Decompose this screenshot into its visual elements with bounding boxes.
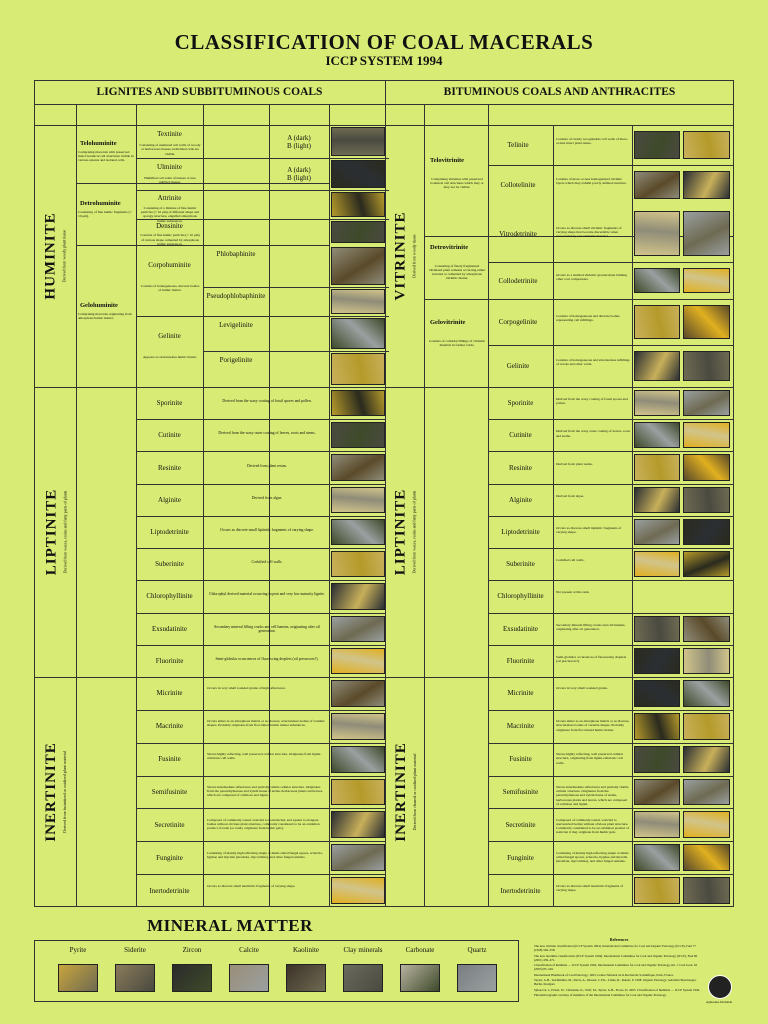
liptinite-photomicrograph [634,454,680,480]
liptinite-photomicrograph [331,454,385,480]
maceral-name: Chlorophyllinite [146,592,193,601]
liptinite-photomicrograph [331,648,385,674]
maceral-name: Attrinite [157,193,182,202]
maceral-description: Consists of homogeneous and discrete bodies representing cell infillings. [556,314,620,323]
maceral-description: Shows intermediate reflectance and partially visible cellular structure. Originates from the parenchymatous and xylem tissue of stems, herbaceous plants and leaves, which are composed of cellulose and lignin. [207,785,323,798]
group-label [43,742,67,842]
mineral-photomicrograph [115,964,155,992]
references [534,938,704,999]
subgroup-name: Gelohuminite [80,302,118,309]
maceral-name: Sporinite [507,399,534,408]
maceral-name: Corpohuminite [148,260,191,269]
maceral-description: Consists of more-or-less homogenized vitrinite layers which may exhibit poorly defined structure. [556,177,627,186]
inertinite-photomicrograph [683,779,730,806]
left-group-huminite [34,125,76,387]
reference-line: International Handbook of Coal Petrology, 1963, Centre National de la Recherche Scientifique, Paris, France. [534,972,674,977]
vitrinite-photomicrograph [683,211,730,256]
maceral-name: Cutinite [509,431,532,440]
maceral-description: Shows intermediate reflectance and partially visible cellular structure. Originates from the parenchymatous and xylem tissue of stems, herbaceous plants and leaves, which are composed of cellulose and lignin. [556,785,629,806]
group-label [43,489,67,576]
maceral-name: Suberinite [155,560,184,569]
huminite-photomicrograph [331,192,385,217]
maceral-description: Semi-globular occurrences of fluorescing droplets (oil precursors?). [556,654,627,664]
maceral-description: Occurs in very small rounded grains. [556,686,608,691]
inertinite-photomicrograph [683,877,730,904]
liptinite-photomicrograph [634,648,680,674]
group-name: HUMINITE [43,212,59,300]
inertinite-photomicrograph [331,811,385,838]
liptinite-photomicrograph [331,487,385,513]
maceral-variety: A (dark) B (light) [287,133,311,150]
maceral-name: Gelinite [158,331,181,340]
mineral-photomicrograph [58,964,98,992]
maceral-description: Derived from algae. [556,493,585,498]
maceral-name: Cutinite [158,431,181,440]
maceral-name: Ulminite [157,162,182,171]
inertinite-photomicrograph [331,746,385,773]
subgroup-name: Telovitrinite [430,156,465,164]
maceral-name: Densinite [156,222,183,231]
maceral-name: Textinite [157,130,182,139]
liptinite-photomicrograph [331,390,385,416]
references-list [534,944,704,997]
maceral-name: Semifusinite [502,787,539,796]
maceral-type: Porigelinite [219,356,253,364]
liptinite-photomicrograph [634,422,680,448]
mineral-matter-title: MINERAL MATTER [147,916,313,935]
group-name: INERTINITE [43,742,60,842]
subgroup-name: Detrovitrinite [430,243,469,251]
huminite-photomicrograph [331,247,385,285]
liptinite-photomicrograph [683,422,730,448]
maceral-name: Micrinite [507,689,534,698]
maceral-name: Fusinite [158,755,181,764]
group-description: Derived from fusinitized or oxidized plant material [62,751,68,833]
maceral-description: Consists of clearly recognizable cell walls of more-or-less intact plant tissue. [556,137,629,146]
maceral-name: Suberinite [506,560,535,569]
column-rule [329,104,330,907]
mineral-matter-box [34,940,519,1002]
inertinite-photomicrograph [331,779,385,806]
liptinite-photomicrograph [683,648,730,674]
maceral-name: Sporinite [156,399,183,408]
logo-caption: Agnieszka Drobniak [705,1000,733,1004]
huminite-photomicrograph [331,127,385,156]
maceral-name: Vitrodetrinite [499,229,537,238]
maceral-description: Occurs as discrete small inertinitic fragments of varying shape. [207,883,296,888]
maceral-name: Secretinite [505,820,536,829]
mineral-label: Clay minerals [343,946,383,954]
inertinite-photomicrograph [331,877,385,904]
huminite-photomicrograph [331,160,385,188]
subgroup-description: Comprising macerals with preserved intact botanical cell structures visible in various extents and isolated cells. [78,150,134,162]
vitrinite-photomicrograph [634,351,680,381]
maceral-name: Funginite [156,853,183,862]
maceral-description: Derived from algae. [251,495,283,500]
reference-line: Sýkorová, I., Pickel, W., Christanis, K., Wolf, M., Taylor, G.H., Flores, D. 2005. Classification of huminite — ICCP System 1994. [534,987,701,992]
group-name: LIPTINITE [43,488,59,576]
subgroup-description: Consisting of fine humic fragments (< 10 μm). [78,210,132,218]
maceral-name: Corpogelinite [498,318,538,326]
maceral-description: Derived from plant resins. [556,461,593,466]
maceral-variety: A (dark) B (light) [287,166,311,182]
inertinite-photomicrograph [683,844,730,871]
huminite-photomicrograph [331,353,385,385]
group-description: Derived from waxes, resins and fatty parts of plants [62,490,67,574]
mineral-label: Siderite [124,946,146,954]
liptinite-photomicrograph [331,422,385,448]
right-group-vitrinite [385,125,424,387]
inertinite-photomicrograph [634,746,680,773]
group-name: VITRINITE [392,211,409,301]
huminite-photomicrograph [331,221,385,243]
group-name: LIPTINITE [392,488,409,576]
mineral-photomicrograph [229,964,269,992]
maceral-description: Secondary mineral filling cracks and cell lumens, originating after oil generation. [214,624,320,633]
page-subtitle: ICCP SYSTEM 1994 [325,53,443,68]
liptinite-photomicrograph [683,616,730,642]
inertinite-photomicrograph [634,811,680,838]
maceral-description: Consisting of unaltered cell walls of woody or herbaceous tissues, individual cells are visible. [139,143,201,156]
left-group-inertinite [34,677,76,907]
header-rule [34,104,734,105]
maceral-description: Occurs as discrete small inertinitic fragments of varying shape. [556,883,624,892]
vitrinite-photomicrograph [634,305,680,339]
mineral-label: Calcite [239,946,259,954]
maceral-description: Consisting of a mixture of fine humic particles (< 10 μm) of different shape and spongy structure, engulfed amorphous humic substances. [140,205,200,223]
maceral-description: Derived from plant resins. [247,463,287,468]
maceral-type: Pseudophlobaphinite [206,292,266,300]
maceral-description: Semi-globular occurrences of fluorescing droplets (oil precursors?). [215,656,319,661]
maceral-description: Corkified cell walls. [251,560,283,565]
ammonite-logo-icon [708,975,732,999]
maceral-description: Consisting of mainly high reflecting single or multi-celled fungal spores, sclerotia, hyphae and mycelia (stromata, mycorrhiza), and other fungal remains. [556,850,630,864]
liptinite-photomicrograph [634,616,680,642]
mineral-photomicrograph [400,964,440,992]
right-section-header: BITUMINOUS COALS AND ANTHRACITES [385,80,734,105]
group-description: Derived from charred or oxidized plant material [411,753,417,831]
maceral-name: Micrinite [156,689,183,698]
right-group-liptinite [385,387,424,677]
mineral-label: Pyrite [69,946,87,954]
maceral-name: Alginite [509,495,532,504]
vitrinite-photomicrograph [634,171,680,199]
liptinite-photomicrograph [683,487,730,513]
maceral-name: Chlorophyllinite [497,592,544,601]
liptinite-photomicrograph [331,551,385,577]
liptinite-photomicrograph [634,551,680,577]
maceral-description: Derived from the waxy coating of fossil spores and pollen. [556,397,628,406]
inertinite-photomicrograph [683,680,730,707]
liptinite-photomicrograph [634,390,680,416]
group-label [393,489,417,576]
group-label [393,211,417,300]
maceral-name: Collodetrinite [498,276,538,285]
right-group-inertinite [385,677,424,907]
maceral-description: Not present at this rank. [556,590,590,595]
column-rule [203,104,204,907]
group-description: Derived from waxes, resins and fatty parts of plants [411,490,417,574]
group-description: Derived from woody tissue [411,234,417,278]
page-title: CLASSIFICATION OF COAL MACERALS [174,30,594,54]
maceral-name: Secretinite [154,820,185,829]
group-name: INERTINITE [392,742,409,842]
maceral-name: Exsudatinite [503,624,538,633]
maceral-type: Phlobaphinite [216,250,256,258]
subgroup-description: Comprising macerals originating from amorphous humic matter. [78,312,132,320]
maceral-name: Fluorinite [155,656,184,665]
inertinite-photomicrograph [634,779,680,806]
vitrinite-photomicrograph [683,171,730,199]
maceral-description: Corkified cell walls. [556,558,585,563]
liptinite-photomicrograph [331,616,385,642]
subgroup-rule [424,299,734,300]
mineral-photomicrograph [172,964,212,992]
group-label [43,212,67,299]
maceral-description: Composed of commonly round, vesicled to nonvesicled, and equant to elongate bodies without obvious plant structure, commonly considered to be an oxidation product of resin (or rarely originates from humic gels). [207,817,320,831]
inertinite-photomicrograph [683,746,730,773]
vitrinite-photomicrograph [634,268,680,293]
maceral-name: Macrinite [155,722,184,731]
maceral-description: Secondary mineral filling cracks and cell lumens, originating after oil generation. [556,622,626,631]
vitrinite-photomicrograph [683,268,730,293]
maceral-name: Resinite [509,463,532,472]
maceral-description: Occurs as discrete small vitrinitic fragments of varying shape that become discernible when surrounded by non-vitrinitic material. [556,225,622,238]
left-group-liptinite [34,387,76,677]
liptinite-photomicrograph [331,583,385,609]
subgroup-description: Comprising vitrinites with preserved botanical cell structures which may or may not be visible. [430,176,484,189]
maceral-name: Collotelinite [500,181,536,189]
inertinite-photomicrograph [331,713,385,740]
vitrinite-photomicrograph [683,305,730,339]
maceral-name: Funginite [507,853,534,862]
maceral-name: Telinite [507,141,529,149]
inertinite-photomicrograph [634,877,680,904]
maceral-description: Derived from the waxy coating of fossil spores and pollen. [222,399,312,404]
inertinite-photomicrograph [634,680,680,707]
maceral-description: Derived from the waxy outer coating of leaves, roots and stems. [218,431,316,436]
reference-line: Photomicrographs courtesy of members of the International Committee for Coal and Organic Petrology. [534,993,667,997]
liptinite-photomicrograph [683,454,730,480]
subgroup-name: Telohuminite [80,140,117,147]
maceral-name: Exsudatinite [152,624,187,633]
vitrinite-photomicrograph [634,131,680,159]
column-rule [424,104,425,907]
maceral-name: Resinite [158,463,181,472]
liptinite-photomicrograph [683,519,730,545]
maceral-type: Levigelinite [219,321,253,329]
maceral-name: Fluorinite [506,656,535,665]
inertinite-photomicrograph [634,713,680,740]
liptinite-photomicrograph [683,551,730,577]
vitrinite-photomicrograph [683,131,730,159]
inertinite-photomicrograph [683,811,730,838]
liptinite-photomicrograph [331,519,385,545]
maceral-description: Occurs either as an amorphous matrix or as discrete, structureless bodies of variable shapes. Probably originates from flocculated humic matter. [556,719,630,732]
inertinite-photomicrograph [634,844,680,871]
maceral-name: Macrinite [506,722,535,731]
huminite-photomicrograph [331,318,385,349]
subgroup-description: Consisting of finely fragmented vitrinized plant remains occurring either isolated or cemented by amorphous vitrinitic matter. [428,263,486,280]
inertinite-photomicrograph [683,713,730,740]
vitrinite-photomicrograph [634,211,680,256]
maceral-name: Inertodetrinite [149,886,190,895]
vitrinite-photomicrograph [683,351,730,381]
references-heading: References [609,937,629,942]
maceral-name: Liptodetrinite [150,527,189,536]
reference-line: The new vitrinite classification (ICCP System 1994). International Committee for Coal and Organic Petrology (ICCP), Fuel 77 (1998) 349–358. [534,944,696,952]
maceral-description: Occurs as discrete small liptinitic fragments of varying shape. [556,526,622,535]
maceral-description: Consisting of mainly high reflecting single or multi-celled fungal spores, sclerotia, hyphae and mycelia (stromata, mycorrhiza), and other fungal remains. [207,850,323,859]
maceral-description: Occurs in very small rounded grains of high reflectance. [207,686,286,691]
liptinite-photomicrograph [634,487,680,513]
subgroup-name: Detrohuminite [80,200,121,207]
maceral-description: Chlorophyl derived material occurring in peat and very low maturity lignite. [209,592,325,597]
group-label [393,742,417,842]
maceral-description: Occurs as discrete small liptinitic fragments of varying shape. [220,528,314,532]
subgroup-description: Consists of colloidal fillings of vitrinitic material in former voids. [428,339,486,347]
inertinite-photomicrograph [331,680,385,707]
mineral-photomicrograph [343,964,383,992]
maceral-description: Occurs either as an amorphous matrix or as discrete, structureless bodies of variable shapes. Probably originates from flocculated humic matter substances. [207,719,325,728]
maceral-name: Semifusinite [151,787,188,796]
huminite-photomicrograph [331,289,385,314]
reference-line: Classification of huminite — ICCP System 1994. International Committee for Coal and Organic Petrology, Int. J. Coal Geol. 62 (2005) 85–106. [534,963,698,971]
maceral-description: Consists of homogeneous and structureless infillings of cracks and other voids. [556,358,630,367]
maceral-description: Derived from the waxy outer coating of leaves, roots and stems. [556,429,630,438]
maceral-description: Shows highly reflecting, well preserved cellular structure. Originates from lignin-cellulosic cell walls. [207,752,322,761]
liptinite-photomicrograph [683,390,730,416]
maceral-name: Fusinite [509,755,532,764]
maceral-description: Shows highly reflecting, well preserved cellular structure, originating from lignin-cellulosic cell walls. [556,752,624,765]
maceral-name: Inertodetrinite [500,886,541,895]
reference-line: Taylor, G.H., Teichmüller, M., Davis, A., Diessel, C.F.K., Littke, R., Robert, P. 1998. Organic Petrology. Gebrüder Borntraeger, Berlin–Stuttgart. [534,978,697,986]
mineral-label: Carbonate [405,946,435,954]
mineral-photomicrograph [457,964,497,992]
maceral-name: Gelinite [506,362,530,370]
maceral-name: Alginite [158,495,181,504]
subgroup-name: Gelovitrinite [430,319,466,326]
maceral-description: Consists of homogeneous, discrete bodies of humic matter. [140,284,200,293]
mineral-photomicrograph [286,964,326,992]
group-description: Derived from woody plant tissue [62,229,67,283]
maceral-description: Consists of fine humic particles (< 10 μm) of various shape cemented by amorphous humic substances. [140,233,200,246]
maceral-name: Liptodetrinite [501,527,540,536]
maceral-description: Humified cell walls of tissues or less gelified tissues. [144,175,196,184]
maceral-description: Composed of commonly round, vesicled to nonvesicled bodies without obvious plant structure. Commonly considered to be an oxidation product of resin but it may originate from humic gels. [556,817,630,835]
reference-line: The new inertinite classification (ICCP System 1994). International Committee for Coal and Organic Petrology (ICCP), Fuel 80 (2001) 459–471. [534,953,698,962]
maceral-description: Occurs as a mottled vitrinitic ground mass binding other coal components. [556,272,627,281]
column-rule [76,104,77,907]
inertinite-photomicrograph [331,844,385,871]
left-section-header: LIGNITES AND SUBBITUMINOUS COALS [34,80,385,105]
liptinite-photomicrograph [634,519,680,545]
maceral-description: Appears as structureless humic matter. [143,355,197,360]
mineral-label: Quartz [467,946,487,954]
mineral-label: Kaolinite [292,946,320,954]
mineral-label: Zircon [182,946,202,954]
